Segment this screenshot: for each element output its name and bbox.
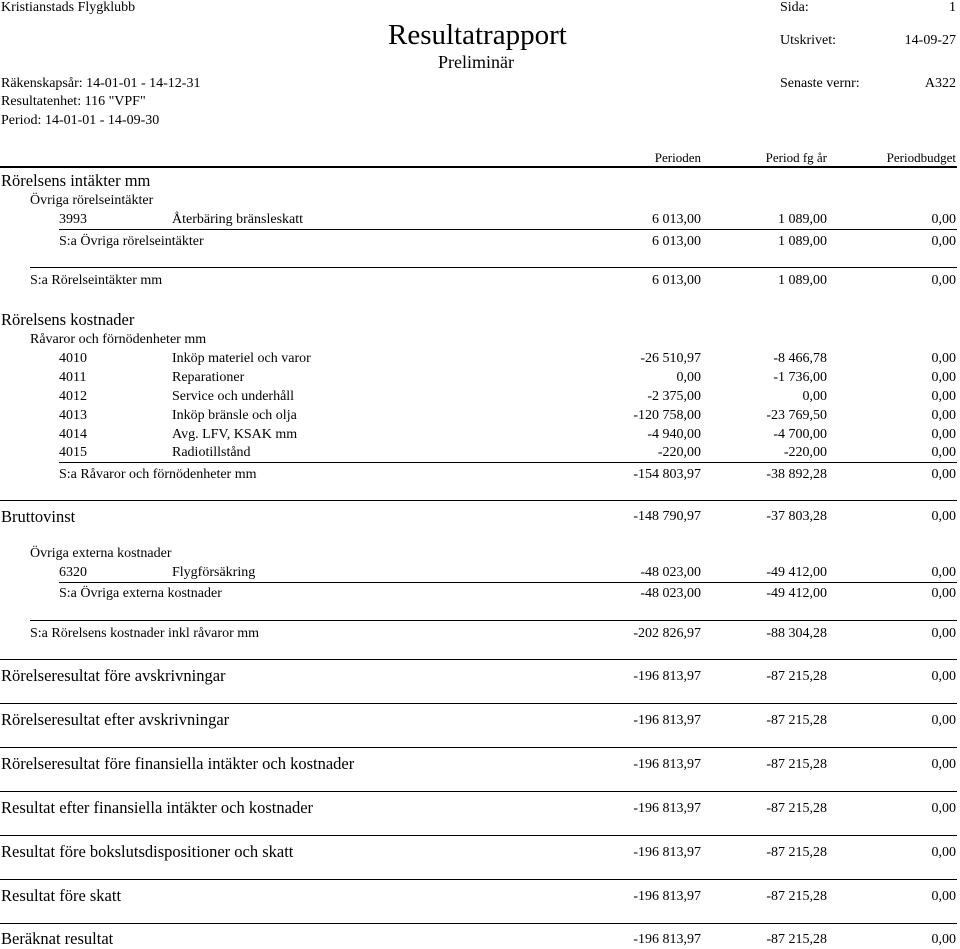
value-budget: 0,00 <box>931 669 956 684</box>
value-prev-year: -87 215,28 <box>766 713 827 728</box>
account-name: Reparationer <box>172 370 245 385</box>
sum-label: S:a Råvaror och förnödenheter mm <box>59 467 257 482</box>
value-budget: 0,00 <box>931 234 956 249</box>
value-period: 6 013,00 <box>652 212 701 227</box>
value-period: -196 813,97 <box>633 845 701 860</box>
fiscal-year: Räkenskapsår: 14-01-01 - 14-12-31 <box>1 76 201 91</box>
value-prev-year: -8 466,78 <box>773 351 827 366</box>
result-label: Rörelseresultat före finansiella intäkter och kostnader <box>1 754 355 773</box>
total-label: S:a Rörelseintäkter mm <box>30 273 163 288</box>
value-period: -26 510,97 <box>640 351 701 366</box>
value-period: -196 813,97 <box>633 889 701 904</box>
account-number: 4011 <box>59 370 87 385</box>
value-budget: 0,00 <box>931 565 956 580</box>
value-budget: 0,00 <box>931 467 956 482</box>
page-label: Sida: <box>780 0 809 15</box>
report-subtitle: Preliminär <box>438 52 514 72</box>
column-header-period: Perioden <box>654 150 701 165</box>
value-prev-year: -4 700,00 <box>773 427 827 442</box>
divider <box>30 267 957 268</box>
value-period: -196 813,97 <box>633 713 701 728</box>
value-budget: 0,00 <box>931 845 956 860</box>
value-period: -148 790,97 <box>633 509 701 524</box>
divider <box>0 835 957 836</box>
value-prev-year: 1 089,00 <box>778 273 827 288</box>
result-label: Rörelseresultat före avskrivningar <box>1 666 226 685</box>
sum-label: S:a Övriga rörelseintäkter <box>59 234 204 249</box>
result-unit: Resultatenhet: 116 "VPF" <box>1 94 146 109</box>
account-number: 4012 <box>59 389 87 404</box>
divider <box>59 229 957 230</box>
value-period: -196 813,97 <box>633 757 701 772</box>
value-prev-year: -87 215,28 <box>766 889 827 904</box>
result-label: Resultat före bokslutsdispositioner och skatt <box>1 842 294 861</box>
value-budget: 0,00 <box>931 713 956 728</box>
value-period: 6 013,00 <box>652 273 701 288</box>
printed-label: Utskrivet: <box>780 33 836 48</box>
account-number: 4013 <box>59 408 87 423</box>
account-name: Service och underhåll <box>172 389 295 404</box>
value-period: -48 023,00 <box>640 586 701 601</box>
value-period: -48 023,00 <box>640 565 701 580</box>
value-budget: 0,00 <box>931 757 956 772</box>
group-heading: Råvaror och förnödenheter mm <box>30 332 207 347</box>
value-budget: 0,00 <box>931 932 956 947</box>
value-prev-year: -87 215,28 <box>766 932 827 947</box>
divider <box>0 747 957 748</box>
section-heading-income: Rörelsens intäkter mm <box>1 171 151 190</box>
account-number: 4010 <box>59 351 87 366</box>
value-prev-year: -1 736,00 <box>773 370 827 385</box>
value-budget: 0,00 <box>931 445 956 460</box>
account-number: 4014 <box>59 427 87 442</box>
value-prev-year: 1 089,00 <box>778 212 827 227</box>
value-budget: 0,00 <box>931 586 956 601</box>
sum-label: S:a Övriga externa kostnader <box>59 586 222 601</box>
gross-profit-label: Bruttovinst <box>1 507 76 526</box>
group-heading: Övriga externa kostnader <box>30 546 172 561</box>
value-prev-year: -88 304,28 <box>766 626 827 641</box>
value-period: -202 826,97 <box>633 626 701 641</box>
account-name: Inköp bränsle och olja <box>172 408 297 423</box>
value-period: -196 813,97 <box>633 801 701 816</box>
divider <box>59 462 957 463</box>
account-name: Radiotillstånd <box>172 445 251 460</box>
value-prev-year: -87 215,28 <box>766 801 827 816</box>
divider <box>0 703 957 704</box>
value-prev-year: -49 412,00 <box>766 565 827 580</box>
value-period: -220,00 <box>657 445 701 460</box>
value-period: 6 013,00 <box>652 234 701 249</box>
printed-date: 14-09-27 <box>904 33 956 48</box>
divider <box>0 791 957 792</box>
value-prev-year: 1 089,00 <box>778 234 827 249</box>
value-budget: 0,00 <box>931 370 956 385</box>
divider <box>0 923 957 924</box>
value-prev-year: -38 892,28 <box>766 467 827 482</box>
value-prev-year: -37 803,28 <box>766 509 827 524</box>
value-budget: 0,00 <box>931 351 956 366</box>
result-label: Resultat före skatt <box>1 886 122 905</box>
section-heading-costs: Rörelsens kostnader <box>1 310 135 329</box>
value-budget: 0,00 <box>931 889 956 904</box>
value-budget: 0,00 <box>931 389 956 404</box>
result-label: Beräknat resultat <box>1 929 114 948</box>
value-prev-year: -23 769,50 <box>766 408 827 423</box>
value-prev-year: 0,00 <box>802 389 827 404</box>
account-number: 4015 <box>59 445 87 460</box>
total-label: S:a Rörelsens kostnader inkl råvaror mm <box>30 626 260 641</box>
result-label: Resultat efter finansiella intäkter och kostnader <box>1 798 314 817</box>
value-period: 0,00 <box>676 370 701 385</box>
report-title: Resultatrapport <box>388 19 567 51</box>
value-prev-year: -87 215,28 <box>766 757 827 772</box>
value-period: -2 375,00 <box>647 389 701 404</box>
value-budget: 0,00 <box>931 427 956 442</box>
result-label: Rörelseresultat efter avskrivningar <box>1 710 230 729</box>
value-period: -196 813,97 <box>633 669 701 684</box>
value-period: -154 803,97 <box>633 467 701 482</box>
value-prev-year: -87 215,28 <box>766 669 827 684</box>
divider <box>30 620 957 621</box>
value-period: -196 813,97 <box>633 932 701 947</box>
divider <box>0 659 957 660</box>
column-header-prev-year: Period fg år <box>765 150 827 165</box>
value-budget: 0,00 <box>931 626 956 641</box>
value-budget: 0,00 <box>931 212 956 227</box>
account-name: Flygförsäkring <box>172 565 256 580</box>
company-name: Kristianstads Flygklubb <box>1 0 136 15</box>
account-name: Inköp materiel och varor <box>172 351 311 366</box>
divider <box>0 879 957 880</box>
value-budget: 0,00 <box>931 273 956 288</box>
account-name: Återbäring bränsleskatt <box>172 212 304 227</box>
page-number: 1 <box>949 0 956 15</box>
latest-ver-value: A322 <box>924 76 956 91</box>
column-header-budget: Periodbudget <box>886 150 956 165</box>
value-prev-year: -220,00 <box>783 445 827 460</box>
account-name: Avg. LFV, KSAK mm <box>172 427 298 442</box>
value-budget: 0,00 <box>931 509 956 524</box>
value-period: -4 940,00 <box>647 427 701 442</box>
divider <box>0 500 957 501</box>
account-number: 6320 <box>59 565 87 580</box>
value-budget: 0,00 <box>931 801 956 816</box>
value-prev-year: -87 215,28 <box>766 845 827 860</box>
value-period: -120 758,00 <box>633 408 701 423</box>
value-budget: 0,00 <box>931 408 956 423</box>
latest-ver-label: Senaste vernr: <box>780 76 860 91</box>
divider <box>59 582 957 583</box>
period: Period: 14-01-01 - 14-09-30 <box>1 113 160 128</box>
account-number: 3993 <box>59 212 87 227</box>
group-heading: Övriga rörelseintäkter <box>30 193 154 208</box>
value-prev-year: -49 412,00 <box>766 586 827 601</box>
header-rule <box>0 166 957 168</box>
